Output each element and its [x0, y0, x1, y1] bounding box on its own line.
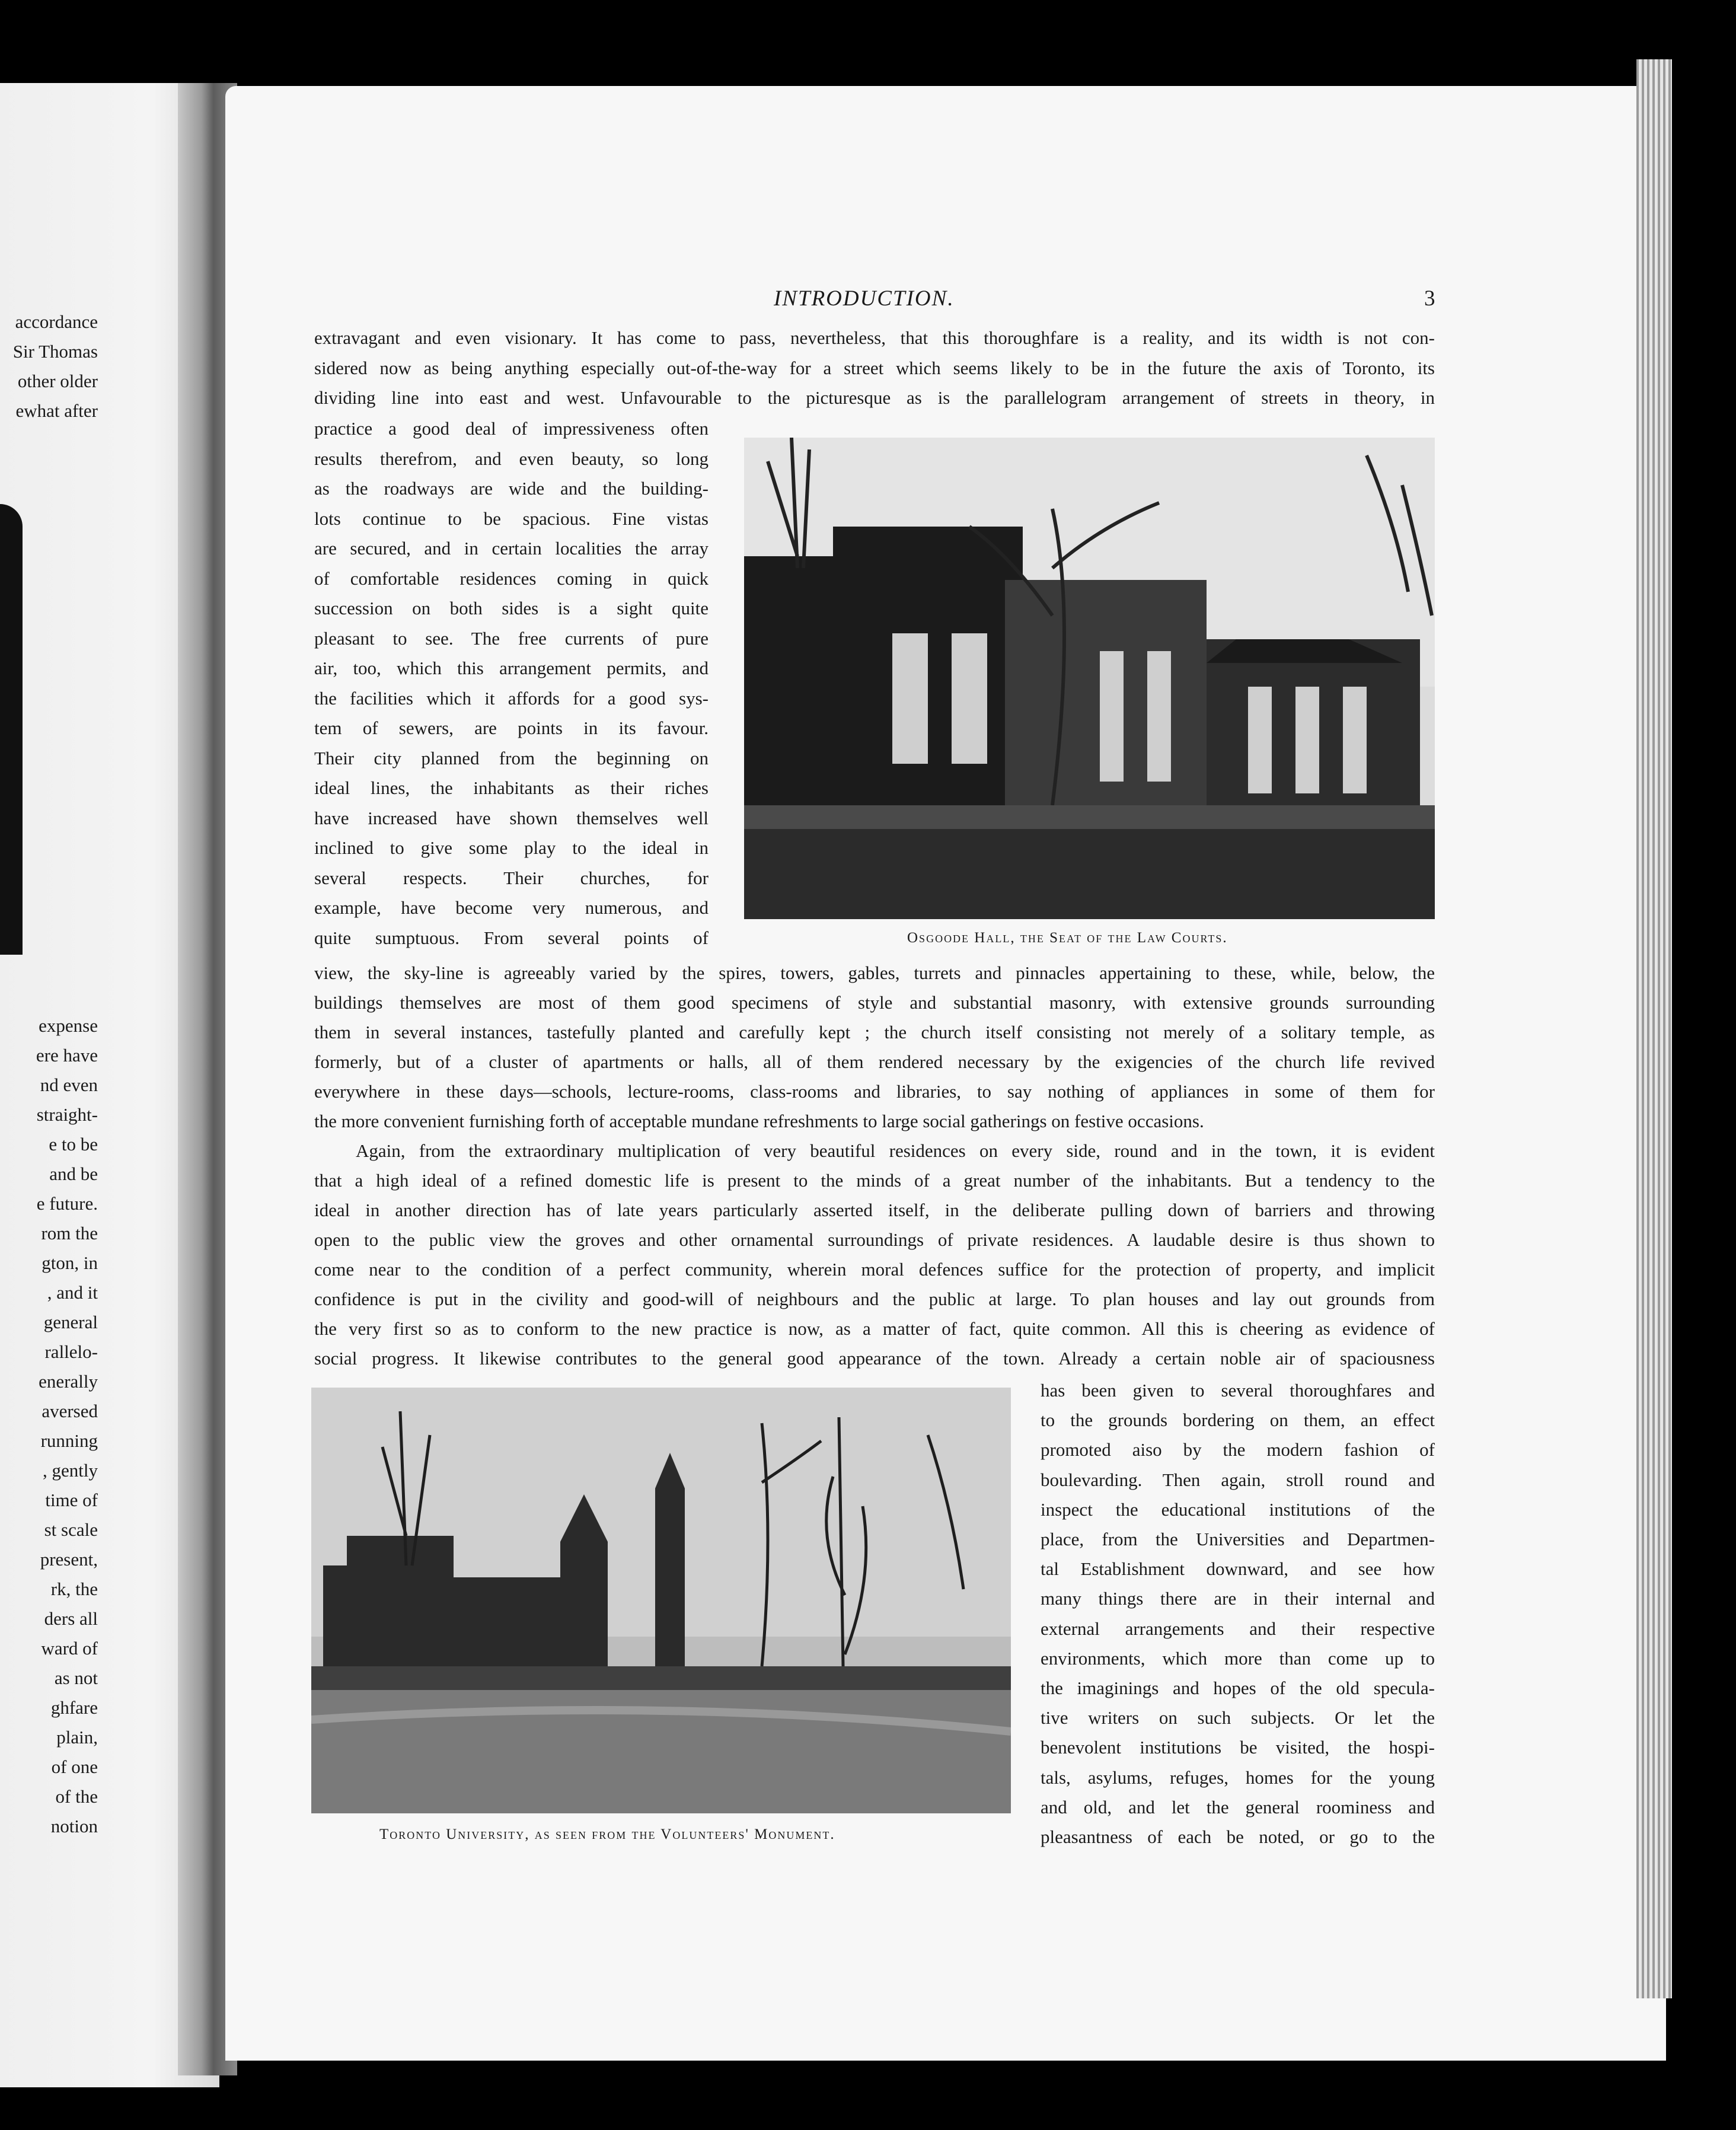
text-line: example, have become very numerous, and — [314, 897, 709, 918]
text-line: has been given to several thoroughfares and — [1041, 1380, 1435, 1401]
text-line: time of — [45, 1490, 98, 1510]
text-line: notion — [50, 1816, 98, 1836]
text-line: tem of sewers, are points in its favour. — [314, 718, 709, 738]
text-line: external arrangements and their respective — [1041, 1618, 1435, 1639]
text-line: other older — [17, 371, 98, 391]
text-line: extravagant and even visionary. It has come to pass, nevertheless, that this thoroughfare is a reality, and its width is not con- — [314, 327, 1435, 348]
text-line: expense — [39, 1015, 98, 1036]
page-number: 3 — [1424, 286, 1435, 311]
text-line: tals, asylums, refuges, homes for the young — [1041, 1767, 1435, 1788]
toronto-university-photo — [311, 1388, 1011, 1813]
text-line: and old, and let the general roominess and — [1041, 1796, 1435, 1817]
text-line: air, too, which this arrangement permits, and — [314, 658, 709, 678]
text-line: everywhere in these days—schools, lecture-rooms, class-rooms and libraries, to say nothing of appliances in some of them for — [314, 1081, 1435, 1102]
text-line: confidence is put in the civility and good-will of neighbours and the public at large. To plan houses and lay out grounds from — [314, 1289, 1435, 1309]
text-line: as not — [54, 1667, 98, 1688]
text-line: st scale — [44, 1519, 98, 1540]
text-line: are secured, and in certain localities the array — [314, 538, 709, 559]
text-line: plain, — [56, 1727, 98, 1748]
osgoode-hall-photo — [744, 438, 1435, 919]
text-line: inspect the educational institutions of the — [1041, 1498, 1435, 1520]
text-line: Again, from the extraordinary multiplication of very beautiful residences on every side, round and in the town, it is evident — [356, 1140, 1435, 1161]
text-line: tal Establishment downward, and see how — [1041, 1558, 1435, 1580]
text-line: pleasant to see. The free currents of pure — [314, 627, 709, 649]
text-line: them in several instances, tastefully planted and carefully kept ; the church itself consisting not merely of a solitary temple, as — [314, 1022, 1435, 1042]
text-line: to the grounds bordering on them, an effect — [1041, 1410, 1435, 1431]
text-line: rom the — [41, 1223, 98, 1243]
text-line: that a high ideal of a refined domestic life is present to the minds of a great number of the inhabitants. But a tendency to the — [314, 1170, 1435, 1191]
text-line: open to the public view the groves and other ornamental surroundings of private residences. A laudable desire is thus shown to — [314, 1229, 1435, 1250]
text-line: many things there are in their internal and — [1041, 1588, 1435, 1609]
text-line: dividing line into east and west. Unfavourable to the picturesque as is the parallelogram arrangement of streets in theory, in — [314, 387, 1435, 408]
text-line: tive writers on such subjects. Or let the — [1041, 1707, 1435, 1729]
text-line: results therefrom, and even beauty, so long — [314, 448, 709, 469]
text-line: ideal in another direction has of late years particularly asserted itself, in the deliberate pulling down of barriers and throwing — [314, 1200, 1435, 1220]
text-line: the very first so as to conform to the new practice is now, as a matter of fact, quite common. All this is cheering as evidence of — [314, 1318, 1435, 1339]
text-line: e to be — [49, 1134, 98, 1155]
text-line: straight- — [36, 1104, 98, 1125]
text-line: environments, which more than come up to — [1041, 1647, 1435, 1669]
text-line: inclined to give some play to the ideal in — [314, 837, 709, 858]
text-line: ward of — [41, 1638, 98, 1659]
text-line: accordance — [15, 311, 98, 332]
text-line: ideal lines, the inhabitants as their riches — [314, 777, 709, 798]
text-line: pleasantness of each be noted, or go to the — [1041, 1826, 1435, 1847]
text-line: e future. — [36, 1193, 98, 1214]
text-line: of comfortable residences coming in quick — [314, 567, 709, 589]
text-line: gton, in — [42, 1252, 98, 1273]
text-line: nd even — [40, 1074, 98, 1095]
text-line: sidered now as being anything especially out-of-the-way for a street which seems likely to be in the future the axis of Toronto, its — [314, 357, 1435, 378]
text-line: the facilities which it affords for a good sys- — [314, 687, 709, 709]
text-line: come near to the condition of a perfect community, wherein moral defences suffice for the protection of property, and implicit — [314, 1259, 1435, 1280]
text-line: of the — [55, 1786, 98, 1807]
text-line: place, from the Universities and Departmen- — [1041, 1529, 1435, 1549]
text-line: social progress. It likewise contributes to the general good appearance of the town. Already a certain noble air of spaciousness — [314, 1348, 1435, 1369]
text-line: lots continue to be spacious. Fine vistas — [314, 508, 709, 529]
left-page-ornament-image — [0, 504, 23, 955]
text-line: the more convenient furnishing forth of acceptable mundane refreshments to large social gatherings on festive occasions. — [314, 1111, 1204, 1131]
text-line: ewhat after — [15, 400, 98, 421]
text-line: ders all — [44, 1608, 98, 1629]
text-line: , gently — [43, 1460, 98, 1481]
text-line: Sir Thomas — [12, 341, 98, 362]
text-line: ere have — [36, 1045, 98, 1066]
text-line: practice a good deal of impressiveness often — [314, 418, 709, 439]
toronto-university-illustration — [311, 1388, 1011, 1813]
text-line: enerally — [39, 1371, 98, 1392]
text-line: general — [43, 1312, 98, 1332]
text-line: the imaginings and hopes of the old specula- — [1041, 1678, 1435, 1698]
page-edges — [1636, 59, 1672, 1998]
text-line: have increased have shown themselves well — [314, 807, 709, 828]
text-line: present, — [40, 1549, 98, 1570]
text-line: buildings themselves are most of them good specimens of style and substantial masonry, with extensive grounds surrounding — [314, 992, 1435, 1013]
text-line: Their city planned from the beginning on — [314, 747, 709, 769]
text-line: boulevarding. Then again, stroll round and — [1041, 1469, 1435, 1490]
photo-caption-university: Toronto University, as seen from the Volunteers' Monument. — [379, 1826, 835, 1842]
text-line: promoted aiso by the modern fashion of — [1041, 1439, 1435, 1461]
text-line: and be — [49, 1163, 98, 1184]
running-header: INTRODUCTION. — [774, 286, 955, 311]
osgoode-hall-illustration — [744, 438, 1435, 919]
text-line: view, the sky-line is agreeably varied by the spires, towers, gables, turrets and pinnacles appertaining to these, while, below, the — [314, 962, 1435, 983]
text-line: , and it — [47, 1282, 98, 1303]
text-line: aversed — [42, 1401, 98, 1421]
text-line: succession on both sides is a sight quite — [314, 598, 709, 618]
text-line: formerly, but of a cluster of apartments or halls, all of them rendered necessary by the exigencies of the church life revived — [314, 1051, 1435, 1072]
text-line: as the roadways are wide and the building- — [314, 478, 709, 499]
text-line: several respects. Their churches, for — [314, 867, 709, 888]
text-line: benevolent institutions be visited, the hospi- — [1041, 1737, 1435, 1758]
text-line: of one — [51, 1756, 98, 1777]
text-line: quite sumptuous. From several points of — [314, 927, 709, 948]
text-line: ghfare — [50, 1697, 98, 1718]
text-line: running — [40, 1430, 98, 1451]
text-line: rk, the — [50, 1579, 98, 1599]
text-line: rallelo- — [44, 1341, 98, 1362]
photo-caption-osgoode: Osgoode Hall, the Seat of the Law Courts. — [907, 930, 1228, 946]
